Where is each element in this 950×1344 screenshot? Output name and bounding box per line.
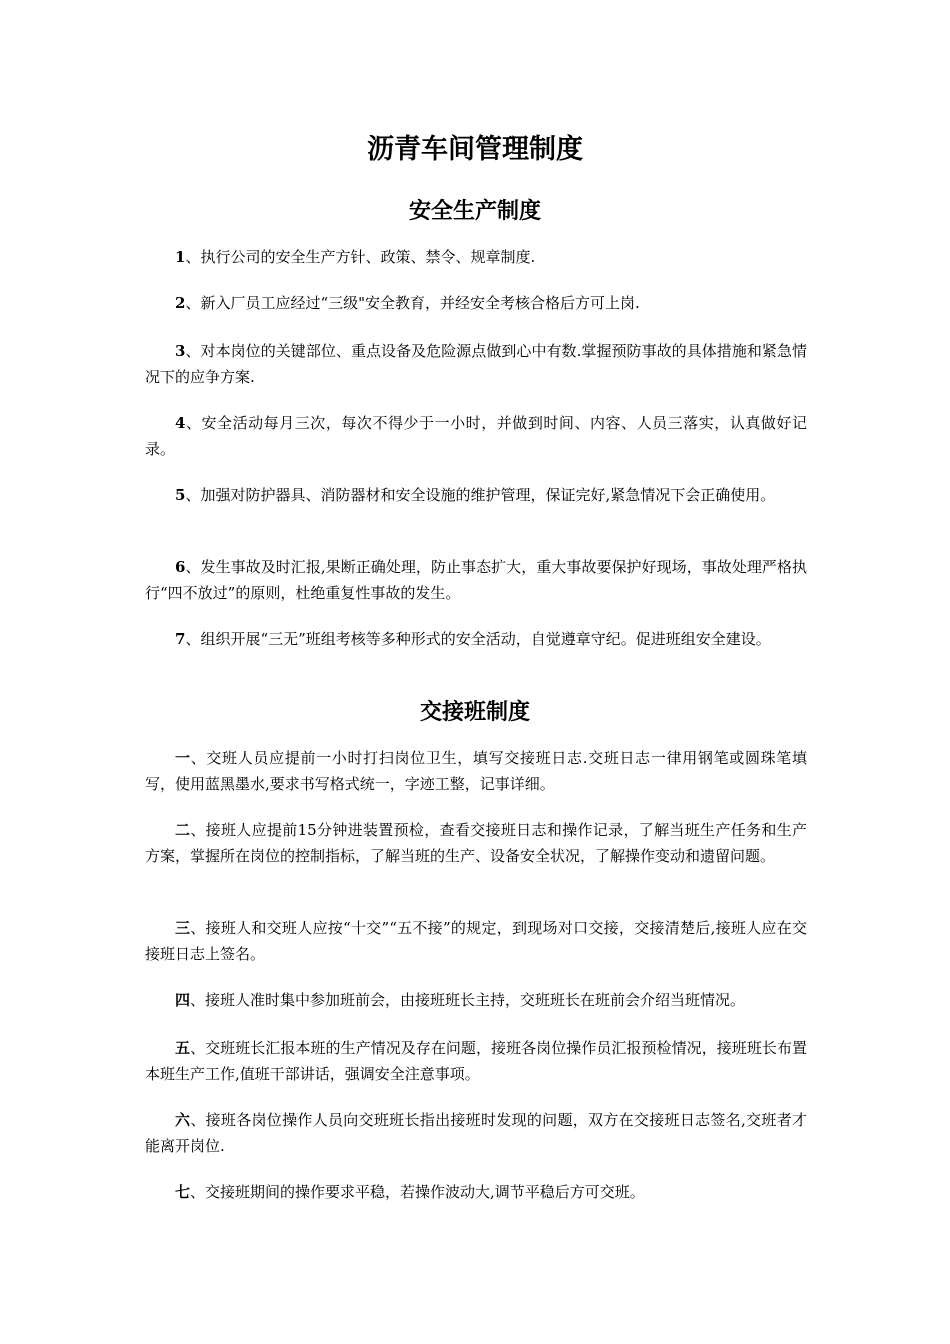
paragraph-number: 4 (175, 414, 186, 432)
paragraph (145, 987, 807, 1013)
paragraph-number: 5 (175, 486, 186, 504)
paragraph (145, 1035, 807, 1087)
paragraph-text: 、交班人员应提前一小时打扫岗位卫生，填写交接班日志.交班日志一律用钢笔或圆珠笔填写，使用蓝黑墨水,要求书写格式统一，字迹工整，记事详细。 (145, 749, 807, 793)
paragraph-number: 二 (175, 821, 191, 839)
paragraph (145, 338, 807, 390)
document-title: 沥青车间管理制度 (367, 134, 583, 165)
paragraph (145, 410, 807, 462)
paragraph-number: 三 (175, 919, 191, 937)
paragraph-number: 3 (175, 342, 186, 360)
paragraph-text: 、接班人应提前15分钟进装置预检，查看交接班日志和操作记录，了解当班生产任务和生产方案，掌握所在岗位的控制指标，了解当班的生产、设备安全状况，了解操作变动和遗留问题。 (145, 821, 807, 865)
paragraph (145, 626, 807, 652)
paragraph (145, 817, 807, 869)
paragraph-number: 7 (175, 630, 186, 648)
paragraph-text: 、加强对防护器具、消防器材和安全设施的维护管理，保证完好,紧急情况下会正确使用。 (185, 486, 776, 504)
paragraph-text: 、交班班长汇报本班的生产情况及存在问题，接班各岗位操作员汇报预检情况，接班班长布置本班生产工作,值班干部讲话，强调安全注意事项。 (145, 1039, 807, 1083)
paragraph-number: 2 (175, 294, 186, 312)
paragraph-text: 、新入厂员工应经过“三级"安全教育，并经安全考核合格后方可上岗. (185, 294, 640, 312)
paragraph-number: 五 (175, 1039, 191, 1057)
paragraph-number: 六 (175, 1111, 191, 1129)
section-title-shift-handover: 交接班制度 (419, 699, 530, 725)
paragraph-number: 一 (175, 749, 191, 767)
paragraph-number: 四 (175, 991, 191, 1009)
paragraph-text: 、接班各岗位操作人员向交班班长指出接班时发现的问题，双方在交接班日志签名,交班者才能离开岗位. (145, 1111, 807, 1155)
paragraph-text: 、执行公司的安全生产方针、政策、禁令、规章制度. (185, 248, 536, 266)
paragraph-text: 、接班人准时集中参加班前会，由接班班长主持，交班班长在班前会介绍当班情况。 (190, 991, 746, 1009)
paragraph (145, 290, 807, 316)
paragraph-text: 、接班人和交班人应按“十交”“五不接”的规定，到现场对口交接，交接清楚后,接班人应在交接班日志上签名。 (145, 919, 807, 963)
paragraph-number: 七 (175, 1183, 191, 1201)
paragraph (145, 554, 807, 606)
paragraph (145, 745, 807, 797)
paragraph-text: 、安全活动每月三次，每次不得少于一小时，并做到时间、内容、人员三落实，认真做好记录。 (145, 414, 807, 458)
paragraph-text: 、组织开展“三无”班组考核等多种形式的安全活动，自觉遵章守纪。促进班组安全建设。 (185, 630, 771, 648)
paragraph (145, 1179, 807, 1205)
paragraph-number: 6 (175, 558, 186, 576)
paragraph-text: 、对本岗位的关键部位、重点设备及危险源点做到心中有数.掌握预防事故的具体措施和紧急情况下的应争方案. (145, 342, 807, 386)
paragraph (145, 482, 807, 508)
paragraph (145, 1107, 807, 1159)
section-title-safety: 安全生产制度 (408, 198, 541, 224)
paragraph-text: 、发生事故及时汇报,果断正确处理，防止事态扩大，重大事故要保护好现场，事故处理严格执行“四不放过”的原则，杜绝重复性事故的发生。 (145, 558, 807, 602)
paragraph (145, 244, 807, 270)
paragraph-number: 1 (175, 248, 186, 266)
paragraph (145, 915, 807, 967)
paragraph-text: 、交接班期间的操作要求平稳，若操作波动大,调节平稳后方可交班。 (190, 1183, 645, 1201)
